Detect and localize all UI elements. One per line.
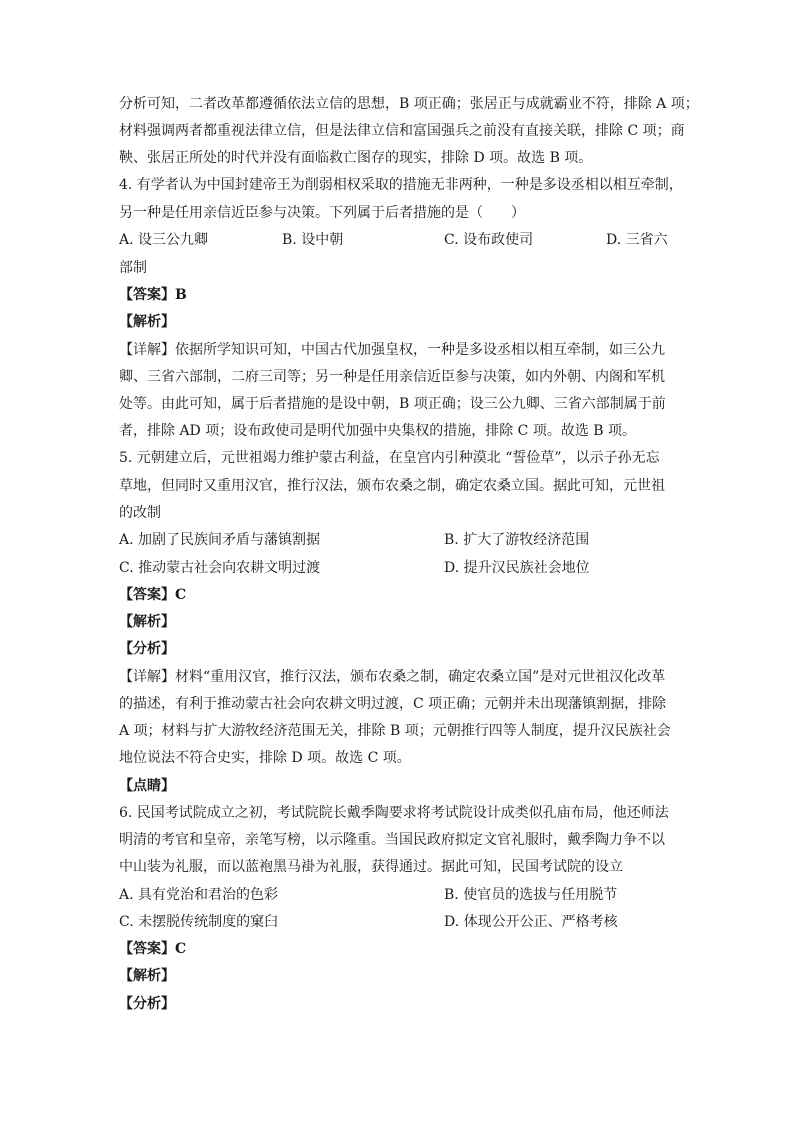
intro-line-1: 分析可知，二者改革都遵循依法立信的思想，B 项正确；张居正与成就霸业不符，排除 A 项； (119, 96, 699, 112)
q4-analysis-tag: 【解析】 (119, 314, 175, 330)
intro-line-2: 材料强调两者都重视法律立信，但是法律立信和富国强兵之前没有直接关联，排除 C 项；商 (119, 123, 685, 139)
q6-fenxi-tag: 【分析】 (119, 996, 175, 1012)
q6-stem-line-1: 6. 民国考试院成立之初，考试院院长戴季陶要求将考试院设计成类似孔庙布局，他还师法 (119, 805, 669, 821)
q6-analysis-tag: 【解析】 (119, 968, 175, 984)
q5-option-a: A. 加剧了民族间矛盾与藩镇割据 (119, 532, 321, 548)
q5-detail-line-3: A 项；材料与扩大游牧经济范围无关，排除 B 项；元朝推行四等人制度，提升汉民族社会 (119, 723, 671, 739)
q5-dianjing-tag: 【点睛】 (119, 778, 175, 794)
q5-detail-line-2: 的描述，有利于推动蒙古社会向农耕文明过渡，C 项正确；元朝并未出现藩镇割据，排除 (119, 696, 667, 712)
q5-detail-line-1: 【详解】材料“重用汉官，推行汉法，颁布农桑之制，确定农桑立国”是对元世祖汉化改革 (119, 669, 666, 685)
q5-option-b: B. 扩大了游牧经济范围 (444, 532, 590, 548)
q4-option-c: C. 设布政使司 (444, 232, 534, 248)
q4-detail-line-1: 【详解】依据所学知识可知，中国古代加强皇权，一种是多设丞相以相互牵制，如三公九 (119, 342, 665, 358)
q6-option-d: D. 体现公开公正、严格考核 (444, 914, 618, 930)
q4-option-d-continued: 部制 (119, 260, 147, 276)
q4-option-a: A. 设三公九卿 (119, 232, 209, 248)
q5-analysis-tag: 【解析】 (119, 614, 175, 630)
q6-stem-line-3: 中山装为礼服，而以蓝袍黑马褂为礼服，获得通过。据此可知，民国考试院的设立 (119, 859, 623, 875)
q5-fenxi-tag: 【分析】 (119, 641, 175, 657)
q4-detail-line-3: 处等。由此可知，属于后者措施的是设中朝，B 项正确；设三公九卿、三省六部制属于前 (119, 396, 666, 412)
q6-option-a: A. 具有党治和君治的色彩 (119, 887, 279, 903)
q4-detail-line-4: 者，排除 AD 项；设布政使司是明代加强中央集权的措施，排除 C 项。故选 B 项。 (119, 423, 637, 439)
q4-option-b: B. 设中朝 (282, 232, 344, 248)
q5-detail-line-4: 地位说法不符合史实，排除 D 项。故选 C 项。 (119, 750, 411, 766)
q6-stem-line-2: 明清的考官和皇帝，亲笔写榜，以示隆重。当国民政府拟定文官礼服时，戴季陶力争不以 (119, 832, 665, 848)
q5-stem-line-3: 的改制 (119, 505, 161, 521)
q5-stem-line-2: 草地，但同时又重用汉官，推行汉法，颁布农桑之制，确定农桑立国。据此可知，元世祖 (119, 478, 665, 494)
q5-answer: 【答案】C (119, 587, 187, 603)
q5-option-d: D. 提升汉民族社会地位 (444, 560, 590, 576)
q4-stem-line-1: 4. 有学者认为中国封建帝王为削弱相权采取的措施无非两种，一种是多设丞相以相互牵制， (119, 177, 683, 193)
q5-stem-line-1: 5. 元朝建立后，元世祖竭力维护蒙古利益，在皇宫内引种漠北 “誓俭草”，以示子孙无忘 (119, 450, 660, 466)
q5-option-c: C. 推动蒙古社会向农耕文明过渡 (119, 560, 321, 576)
q4-detail-line-2: 卿、三省六部制，二府三司等；另一种是任用亲信近臣参与决策，如内外朝、内阁和军机 (119, 369, 665, 385)
q4-answer: 【答案】B (119, 287, 187, 303)
intro-line-3: 鞅、张居正所处的时代并没有面临救亡图存的现实，排除 D 项。故选 B 项。 (119, 150, 593, 166)
q6-answer: 【答案】C (119, 941, 187, 957)
q4-option-d: D. 三省六 (606, 232, 668, 248)
q4-stem-line-2: 另一种是任用亲信近臣参与决策。下列属于后者措施的是（ ） (119, 205, 525, 221)
q6-option-c: C. 未摆脱传统制度的窠臼 (119, 914, 279, 930)
q6-option-b: B. 使官员的选拔与任用脱节 (444, 887, 618, 903)
